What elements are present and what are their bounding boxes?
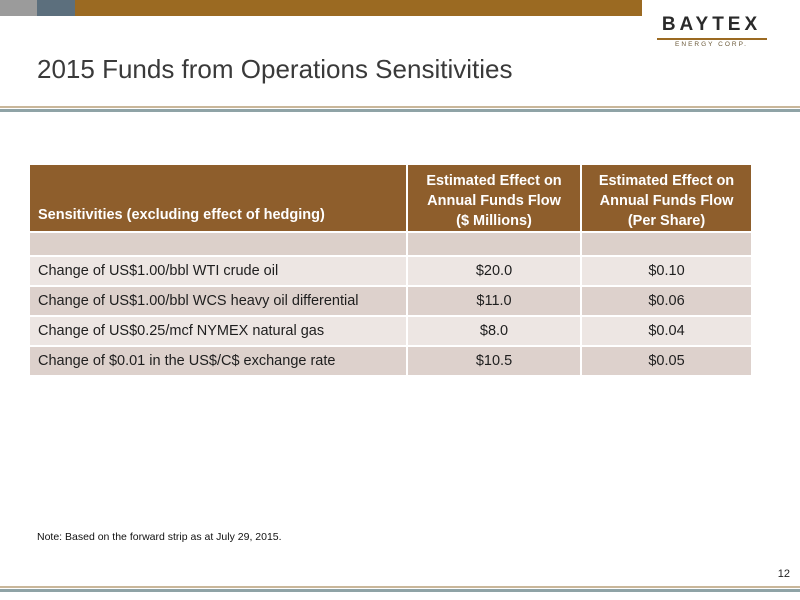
footer-divider <box>0 586 800 592</box>
cell-millions: $10.5 <box>408 347 580 375</box>
header-per-share: Estimated Effect on Annual Funds Flow (Per Share) <box>582 165 751 231</box>
cell-millions: $8.0 <box>408 317 580 345</box>
cell-per-share: $0.10 <box>582 257 751 285</box>
cell-label: Change of $0.01 in the US$/C$ exchange rate <box>30 347 406 375</box>
table-row <box>30 317 751 345</box>
sensitivities-table <box>28 163 753 377</box>
logo-wordmark: BAYTEX <box>661 14 762 35</box>
banner-gold-bar <box>75 0 642 16</box>
baytex-logo <box>642 0 800 58</box>
cell-label: Change of US$1.00/bbl WCS heavy oil differential <box>30 287 406 315</box>
table-row <box>30 257 751 285</box>
header-sensitivities: Sensitivities (excluding effect of hedging) <box>30 165 406 231</box>
cell-per-share: $0.04 <box>582 317 751 345</box>
logo-underline <box>657 38 767 40</box>
cell-millions: $11.0 <box>408 287 580 315</box>
banner-gray-block <box>0 0 37 16</box>
table-row <box>30 347 751 375</box>
table-header-row <box>30 165 751 231</box>
header-millions: Estimated Effect on Annual Funds Flow ($ Millions) <box>408 165 580 231</box>
cell-label: Change of US$1.00/bbl WTI crude oil <box>30 257 406 285</box>
cell-millions <box>408 233 580 255</box>
cell-millions: $20.0 <box>408 257 580 285</box>
cell-per-share: $0.05 <box>582 347 751 375</box>
table-row-blank <box>30 233 751 255</box>
logo-subtitle: ENERGY CORP. <box>675 41 748 48</box>
cell-label: Change of US$0.25/mcf NYMEX natural gas <box>30 317 406 345</box>
cell-per-share <box>582 233 751 255</box>
title-divider <box>0 106 800 112</box>
banner-slate-block <box>37 0 75 16</box>
table-row <box>30 287 751 315</box>
page-number: 12 <box>777 568 790 580</box>
slide-title: 2015 Funds from Operations Sensitivities <box>37 54 513 84</box>
cell-label <box>30 233 406 255</box>
cell-per-share: $0.06 <box>582 287 751 315</box>
footnote: Note: Based on the forward strip as at July 29, 2015. <box>37 531 282 543</box>
